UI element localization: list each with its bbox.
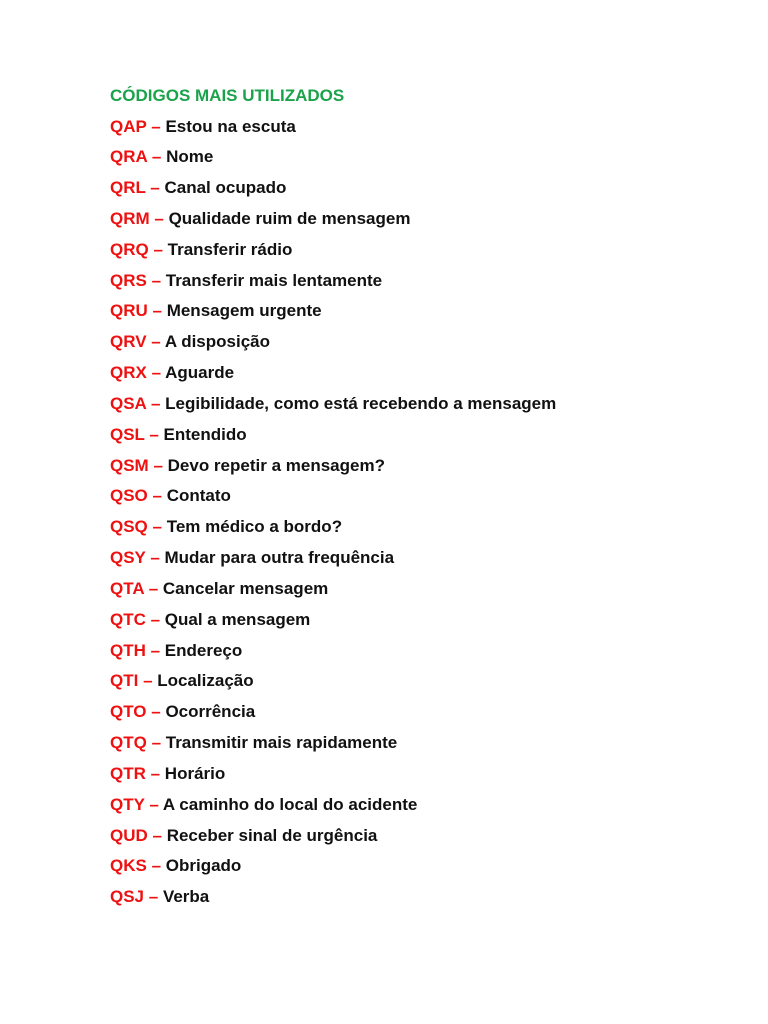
code-abbreviation: QSJ <box>110 887 145 907</box>
code-abbreviation: QSL <box>110 424 145 444</box>
code-meaning: Estou na escuta <box>165 116 296 136</box>
code-meaning: A disposição <box>164 332 270 352</box>
code-separator: – <box>147 517 167 537</box>
code-abbreviation: QTY <box>110 794 145 814</box>
code-abbreviation: QKS <box>110 856 147 876</box>
code-separator: – <box>148 455 168 475</box>
code-separator: – <box>146 856 166 876</box>
code-item-qtq <box>110 733 750 753</box>
code-item-qap <box>110 117 750 137</box>
code-separator: – <box>147 825 167 845</box>
code-item-qtr <box>110 764 750 784</box>
code-separator: – <box>144 424 164 444</box>
code-abbreviation: QTO <box>110 702 147 722</box>
code-abbreviation: QTA <box>110 578 144 598</box>
code-separator: – <box>147 301 167 321</box>
code-meaning: Legibilidade, como está recebendo a mensagem <box>165 393 557 413</box>
code-item-qsy <box>110 548 750 568</box>
code-separator: – <box>144 887 163 907</box>
code-abbreviation: QSO <box>110 486 148 506</box>
code-meaning: Aguarde <box>165 363 235 383</box>
code-separator: – <box>144 794 163 814</box>
code-item-qrm <box>110 209 750 229</box>
code-meaning: Transmitir mais rapidamente <box>165 733 398 753</box>
code-separator: – <box>148 239 168 259</box>
code-item-qsl <box>110 425 750 445</box>
code-abbreviation: QTI <box>110 671 139 691</box>
code-separator: – <box>145 609 165 629</box>
code-separator: – <box>138 671 158 691</box>
code-abbreviation: QRQ <box>110 239 149 259</box>
code-abbreviation: QRX <box>110 363 147 383</box>
code-item-qrl <box>110 178 750 198</box>
code-meaning: Verba <box>162 887 210 907</box>
code-meaning: Endereço <box>164 640 243 660</box>
code-item-qty <box>110 795 750 815</box>
code-meaning: Devo repetir a mensagem? <box>167 455 385 475</box>
code-meaning: Obrigado <box>165 856 242 876</box>
code-item-qks <box>110 856 750 876</box>
code-item-qto <box>110 702 750 722</box>
code-meaning: Transferir rádio <box>167 239 293 259</box>
code-list <box>110 117 750 908</box>
code-abbreviation: QRA <box>110 147 148 167</box>
code-abbreviation: QSA <box>110 393 147 413</box>
code-abbreviation: QRV <box>110 332 147 352</box>
code-separator: – <box>147 147 167 167</box>
code-abbreviation: QRU <box>110 301 148 321</box>
code-item-qsq <box>110 517 750 537</box>
code-abbreviation: QTR <box>110 763 146 783</box>
code-item-qsm <box>110 456 750 476</box>
code-abbreviation: QSY <box>110 548 146 568</box>
document-page <box>110 86 750 918</box>
code-item-qsj <box>110 887 750 907</box>
code-meaning: Localização <box>157 671 254 691</box>
code-abbreviation: QRM <box>110 208 150 228</box>
code-item-qtc <box>110 610 750 630</box>
code-meaning: Receber sinal de urgência <box>166 825 378 845</box>
code-separator: – <box>146 116 166 136</box>
code-item-qth <box>110 641 750 661</box>
code-meaning: Transferir mais lentamente <box>165 270 383 290</box>
code-item-qrq <box>110 240 750 260</box>
code-separator: – <box>145 640 165 660</box>
code-meaning: Nome <box>166 147 214 167</box>
code-abbreviation: QTC <box>110 609 146 629</box>
code-separator: – <box>146 332 165 352</box>
code-separator: – <box>147 486 167 506</box>
code-item-qru <box>110 301 750 321</box>
code-meaning: Tem médico a bordo? <box>166 517 343 537</box>
code-meaning: Canal ocupado <box>164 178 287 198</box>
code-separator: – <box>146 733 166 753</box>
document-title: CÓDIGOS MAIS UTILIZADOS <box>110 86 345 105</box>
code-abbreviation: QUD <box>110 825 148 845</box>
code-meaning: Mensagem urgente <box>166 301 322 321</box>
code-separator: – <box>144 578 163 598</box>
code-separator: – <box>146 363 166 383</box>
code-meaning: Qual a mensagem <box>164 609 311 629</box>
code-abbreviation: QSQ <box>110 517 148 537</box>
code-meaning: Entendido <box>163 424 247 444</box>
code-meaning: Cancelar mensagem <box>162 578 329 598</box>
code-abbreviation: QTQ <box>110 733 147 753</box>
code-separator: – <box>146 702 166 722</box>
code-item-qta <box>110 579 750 599</box>
code-meaning: A caminho do local do acidente <box>162 794 418 814</box>
code-separator: – <box>146 270 166 290</box>
code-item-qrx <box>110 363 750 383</box>
code-meaning: Horário <box>164 763 226 783</box>
code-abbreviation: QRS <box>110 270 147 290</box>
code-separator: – <box>149 208 169 228</box>
code-item-qud <box>110 826 750 846</box>
code-meaning: Qualidade ruim de mensagem <box>168 208 411 228</box>
code-item-qsa <box>110 394 750 414</box>
code-item-qra <box>110 147 750 167</box>
code-item-qso <box>110 486 750 506</box>
code-separator: – <box>145 548 165 568</box>
code-item-qrv <box>110 332 750 352</box>
code-separator: – <box>146 393 166 413</box>
code-abbreviation: QRL <box>110 178 146 198</box>
code-meaning: Mudar para outra frequência <box>164 548 395 568</box>
code-item-qrs <box>110 271 750 291</box>
code-abbreviation: QSM <box>110 455 149 475</box>
code-separator: – <box>145 178 165 198</box>
code-item-qti <box>110 671 750 691</box>
code-separator: – <box>145 763 165 783</box>
code-meaning: Contato <box>166 486 231 506</box>
code-abbreviation: QTH <box>110 640 146 660</box>
code-meaning: Ocorrência <box>165 702 256 722</box>
code-abbreviation: QAP <box>110 116 147 136</box>
